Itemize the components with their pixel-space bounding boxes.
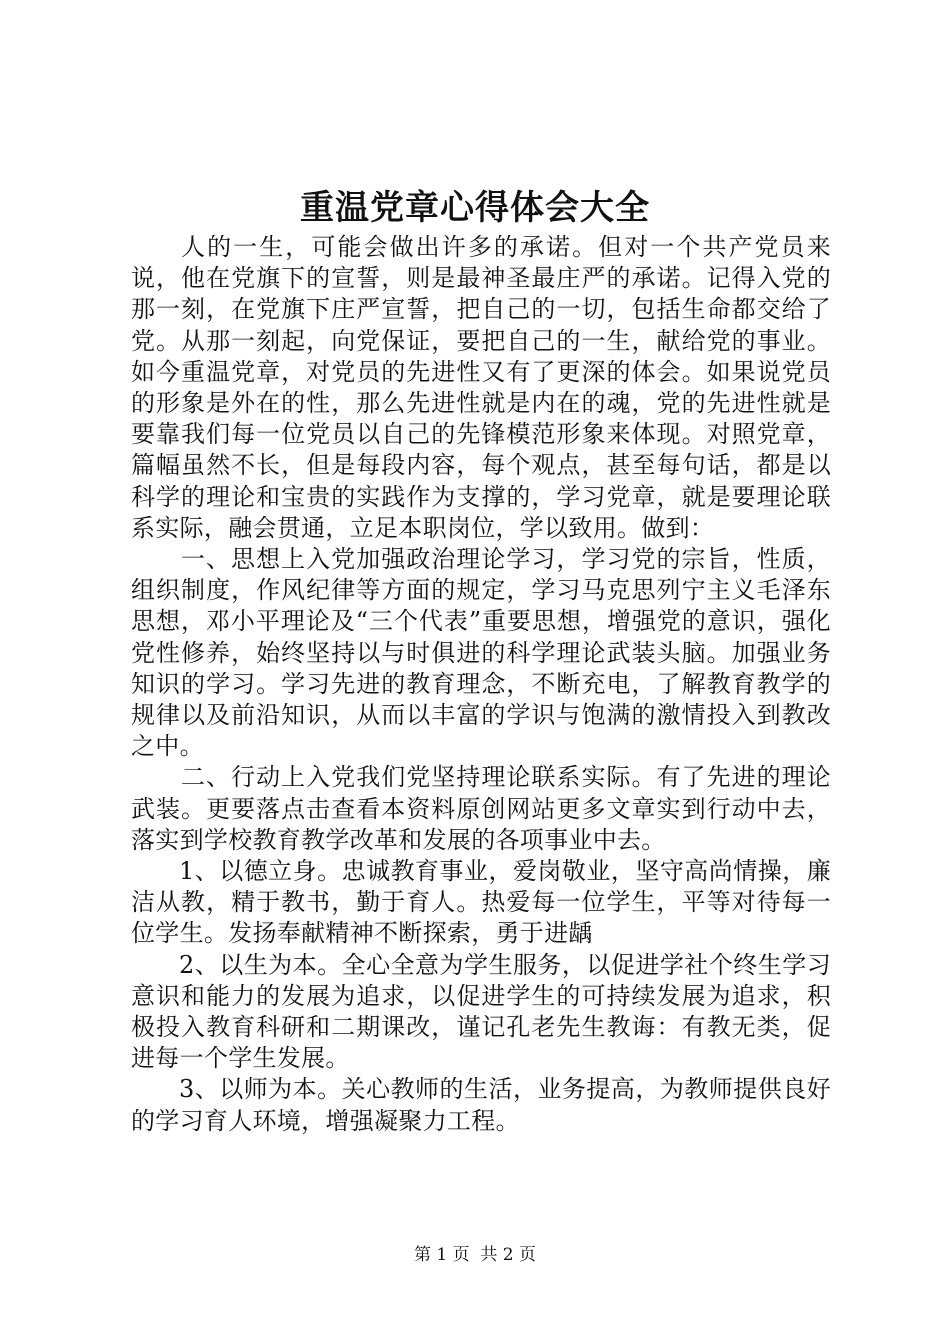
paragraph-ideology: 一、思想上入党加强政治理论学习，学习党的宗旨，性质，组织制度，作风纪律等方面的规定，学习马克思列宁主义毛泽东思想，邓小平理论及“三个代表”重要思想，增强党的意识，强化党性修养，始终坚持以与时俱进的科学理论武装头脑。加强业务知识的学习。学习先进的教育理念，不断充电，了解教育教学的规律以及前沿知识，从而以丰富的学识与饱满的激情投入到教改之中。 bbox=[131, 545, 831, 761]
paragraph-item-1: 1、以德立身。忠诚教育事业，爱岗敬业，坚守高尚情操，廉洁从教，精于教书，勤于育人。热爱每一位学生，平等对待每一位学生。发扬奉献精神不断探索，勇于进龋 bbox=[131, 857, 831, 948]
page-footer: 第 1 页 共 2 页 bbox=[413, 1245, 537, 1265]
paragraph-intro: 人的一生，可能会做出许多的承诺。但对一个共产党员来说，他在党旗下的宣誓，则是最神圣最庄严的承诺。记得入党的那一刻，在党旗下庄严宣誓，把自己的一切，包括生命都交给了党。从那一刻起，向党保证，要把自己的一生，献给党的事业。如今重温党章，对党员的先进性又有了更深的体会。如果说党员的形象是外在的性，那么先进性就是内在的魂，党的先进性就是要靠我们每一位党员以自己的先锋模范形象来体现。对照党章，篇幅虽然不长，但是每段内容，每个观点，甚至每句话，都是以科学的理论和宝贵的实践作为支撑的，学习党章，就是要理论联系实际，融会贯通，立足本职岗位，学以致用。做到： bbox=[131, 233, 831, 542]
document-title: 重温党章心得体会大全 bbox=[300, 188, 650, 228]
paragraph-action: 二、行动上入党我们党坚持理论联系实际。有了先进的理论武装。更要落点击查看本资料原创网站更多文章实到行动中去，落实到学校教育教学改革和发展的各项事业中去。 bbox=[131, 763, 831, 854]
paragraph-item-2: 2、以生为本。全心全意为学生服务，以促进学社个终生学习意识和能力的发展为追求，以促进学生的可持续发展为追求，积极投入教育科研和二期课改，谨记孔老先生教诲：有教无类，促进每一个学生发展。 bbox=[131, 950, 831, 1073]
paragraph-item-3: 3、以师为本。关心教师的生活，业务提高，为教师提供良好的学习育人环境，增强凝聚力工程。 bbox=[131, 1075, 831, 1135]
document-body bbox=[131, 232, 831, 1137]
